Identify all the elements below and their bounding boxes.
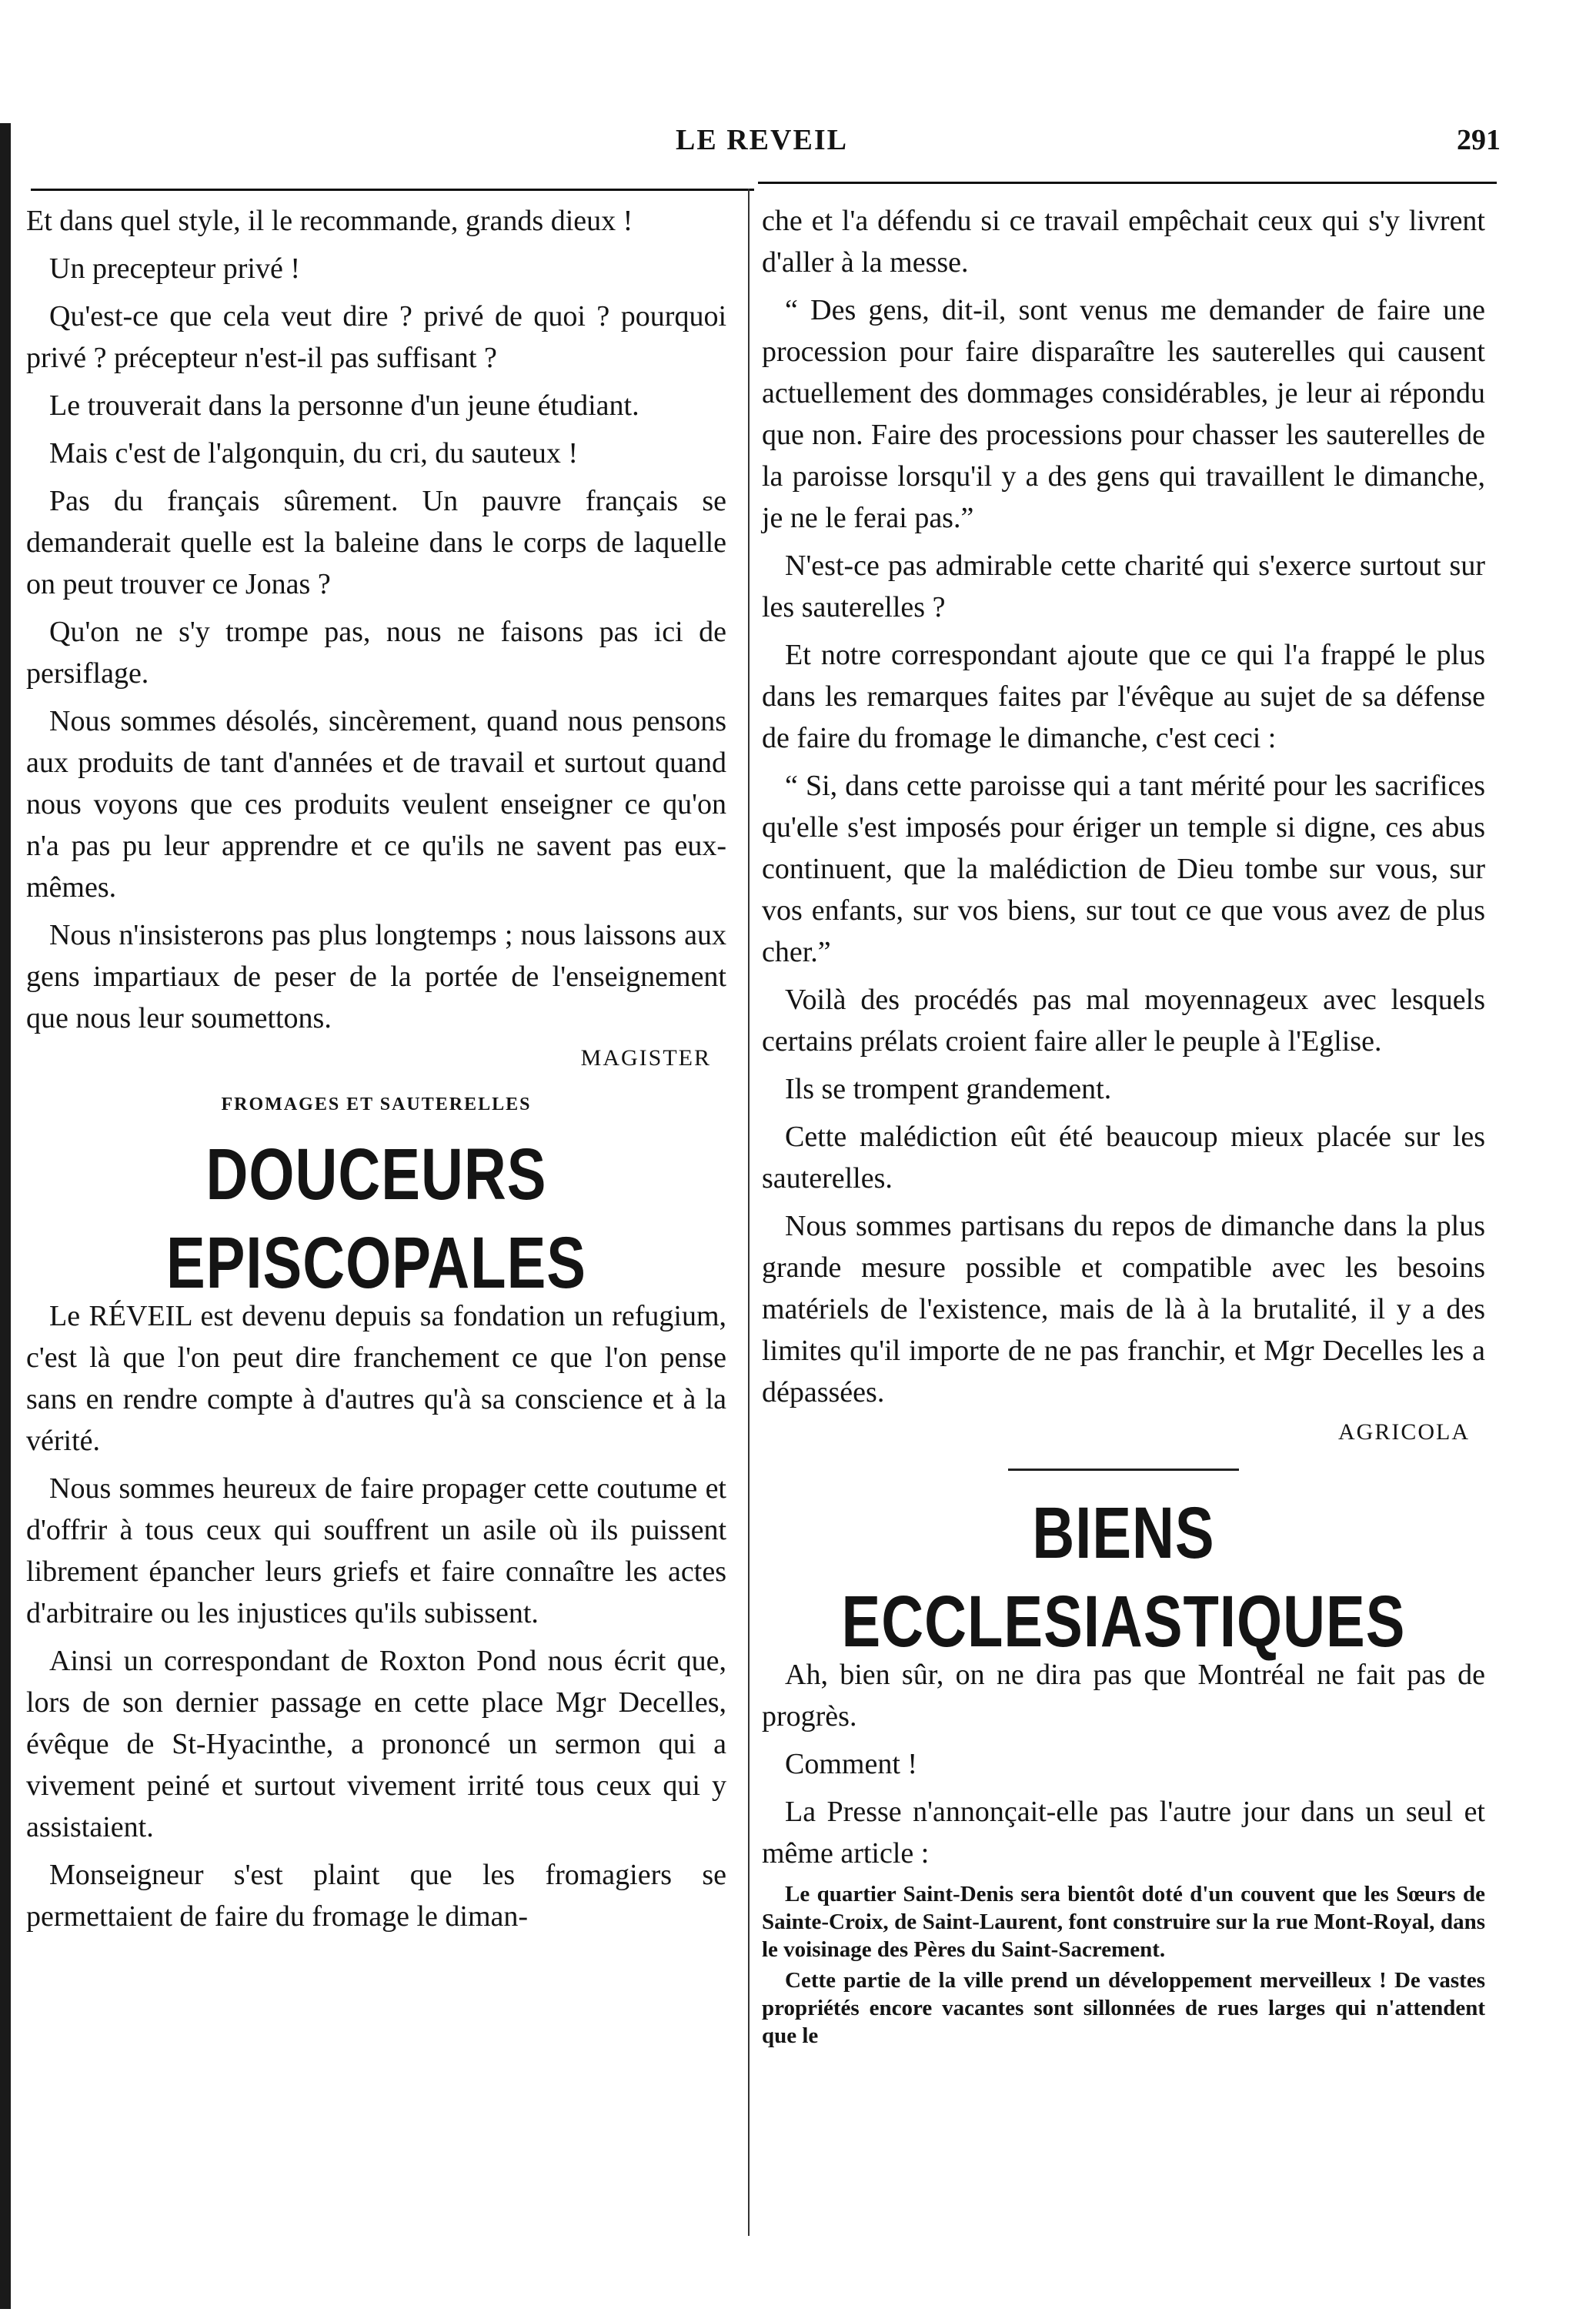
paragraph: Et dans quel style, il le recommande, grands dieux !	[26, 205, 633, 237]
article-kicker: FROMAGES ET SAUTERELLES	[221, 1094, 532, 1114]
paragraph: Le trouverait dans la personne d'un jeune étudiant.	[49, 389, 639, 422]
paragraph: Cette malédiction eût été beaucoup mieux placée sur les sauterelles.	[762, 1121, 1485, 1195]
paragraph: Pas du français sûrement. Un pauvre français se demanderait quelle est la baleine dans le corps de laquelle on peut trouver ce Jonas ?	[26, 485, 726, 600]
paragraph: Nous sommes partisans du repos de dimanche dans la plus grande mesure possible et compatible avec les besoins matériels de l'existence, mais de là à la brutalité, il y a des limites qu'il importe de ne pas franchir, et Mgr Decelles les a dépassées.	[762, 1210, 1485, 1408]
page-header	[23, 123, 1501, 169]
paragraph: Ah, bien sûr, on ne dira pas que Montréal ne fait pas de progrès.	[762, 1659, 1485, 1733]
paragraph: “ Si, dans cette paroisse qui a tant mérité pour les sacrifices qu'elle s'est imposés pour ériger un temple si digne, ces abus continuent, que la malédiction de Dieu tombe sur vous, sur vos enfants, sur vos biens, sur tout ce que vous avez de plus cher.”	[762, 770, 1485, 968]
header-rule-right	[758, 182, 1497, 184]
paragraph: Mais c'est de l'algonquin, du cri, du sauteux !	[49, 437, 578, 469]
paragraph: La Presse n'annonçait-elle pas l'autre jour dans un seul et même article :	[762, 1796, 1485, 1870]
section-divider	[1008, 1469, 1239, 1471]
article-headline: DOUCEURS EPISCOPALES	[166, 1133, 586, 1304]
paragraph: Nous n'insisterons pas plus longtemps ; nous laissons aux gens impartiaux de peser de la portée de l'enseignement que nous leur soumettons.	[26, 919, 726, 1034]
right-column	[762, 200, 1485, 2053]
header-rule-left	[31, 189, 754, 191]
quote-paragraph: Le quartier Saint-Denis sera bientôt doté d'un couvent que les Sœurs de Sainte-Croix, de Saint-Laurent, font construire sur la rue Mont-Royal, dans le voisinage des Pères du Saint-Sacrement.	[762, 1882, 1485, 1962]
binding-edge	[0, 123, 11, 2309]
paragraph: Nous sommes désolés, sincèrement, quand nous pensons aux produits de tant d'années et de travail et surtout quand nous voyons que ces produits veulent enseigner ce qu'on n'a pas pu leur apprendre et ce qu'ils ne savent pas eux-mêmes.	[26, 705, 726, 904]
paragraph: Le RÉVEIL est devenu depuis sa fondation un refugium, c'est là que l'on peut dire franchement ce que l'on pense sans en rendre compte à d'autres qu'à sa conscience et à la vérité.	[26, 1300, 726, 1457]
paragraph: Voilà des procédés pas mal moyennageux avec lesquels certains prélats croient faire aller le peuple à l'Eglise.	[762, 984, 1485, 1058]
paragraph: N'est-ce pas admirable cette charité qui s'exerce surtout sur les sauterelles ?	[762, 550, 1485, 623]
paragraph: Qu'on ne s'y trompe pas, nous ne faisons pas ici de persiflage.	[26, 616, 726, 690]
quote-paragraph: Cette partie de la ville prend un développement merveilleux ! De vastes propriétés encore vacantes sont sillonnées de rues larges qui n'attendent que le	[762, 1968, 1485, 2048]
paragraph: che et l'a défendu si ce travail empêchait ceux qui s'y livrent d'aller à la messe.	[762, 205, 1485, 279]
paragraph: Et notre correspondant ajoute que ce qui l'a frappé le plus dans les remarques faites par l'évêque au sujet de sa défense de faire du fromage le dimanche, c'est ceci :	[762, 639, 1485, 754]
paragraph: Ils se trompent grandement.	[785, 1073, 1112, 1105]
paragraph: Monseigneur s'est plaint que les fromagiers se permettaient de faire du fromage le diman-	[26, 1859, 726, 1933]
paragraph: Comment !	[785, 1748, 918, 1780]
signature-magister: MAGISTER	[580, 1045, 711, 1071]
paragraph: Un precepteur privé !	[49, 252, 301, 285]
column-divider	[748, 189, 750, 2236]
paragraph: Ainsi un correspondant de Roxton Pond nous écrit que, lors de son dernier passage en cette place Mgr Decelles, évêque de St-Hyacinthe, a prononcé un sermon qui a vivement peiné et surtout vivement irrité tous ceux qui y assistaient.	[26, 1645, 726, 1843]
quoted-excerpt	[762, 1880, 1485, 2050]
paragraph: Qu'est-ce que cela veut dire ? privé de quoi ? pourquoi privé ? précepteur n'est-il pas suffisant ?	[26, 300, 726, 374]
article-headline: BIENS ECCLESIASTIQUES	[841, 1492, 1406, 1662]
left-column	[26, 200, 726, 1943]
running-title: LE REVEIL	[676, 124, 848, 156]
page-number: 291	[1457, 124, 1501, 156]
paragraph: “ Des gens, dit-il, sont venus me demander de faire une procession pour faire disparaître les sauterelles qui causent actuellement des dommages considérables, je leur ai répondu que non. Faire des processions pour chasser les sauterelles de la paroisse lorsqu'il y a des gens qui travaillent le dimanche, je ne le ferai pas.”	[762, 294, 1485, 534]
signature-agricola: AGRICOLA	[1338, 1419, 1470, 1445]
paragraph: Nous sommes heureux de faire propager cette coutume et d'offrir à tous ceux qui souffrent un asile où ils puissent librement épancher leurs griefs et faire connaître les actes d'arbitraire ou les injustices qu'ils subissent.	[26, 1472, 726, 1629]
